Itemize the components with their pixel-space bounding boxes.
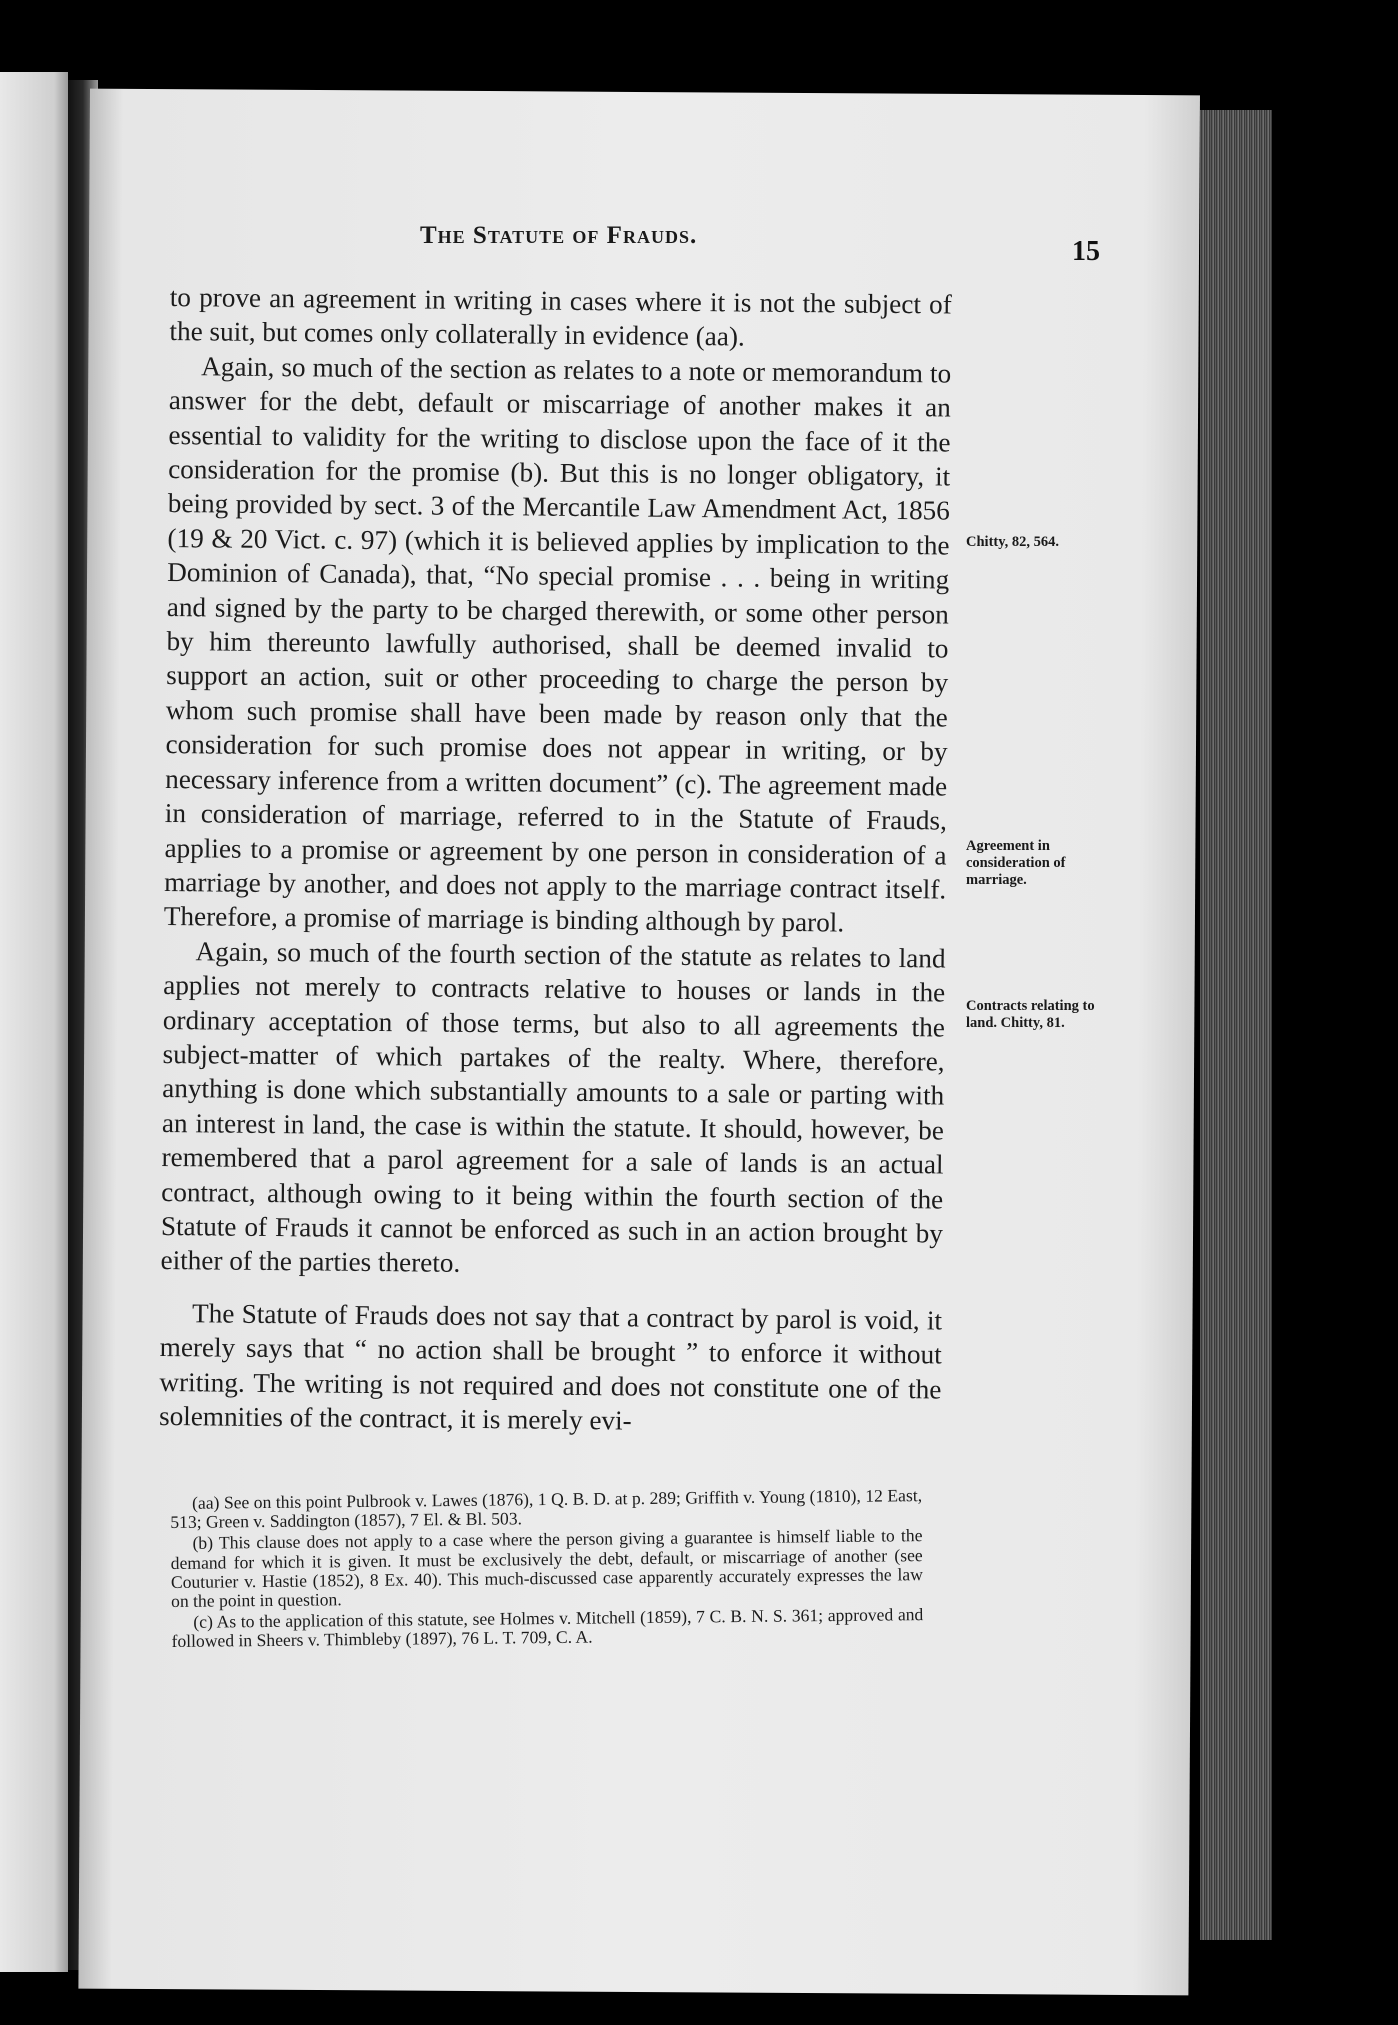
paragraph: to prove an agreement in writing in cases where it is not the subject of the suit, but comes only collaterally in evidence (aa). [169,281,952,352]
facing-page-edge [0,72,68,1972]
footnote-aa: (aa) See on this point Pulbrook v. Lawes (1876), 1 Q. B. D. at p. 289; Griffith v. Young (1810), 12 East, 513; Green v. Saddington (1857), 7 El. & Bl. 503. [170,1485,923,1533]
paragraph: Again, so much of the fourth section of the statute as relates to land applies not merely to contracts relative to houses or lands in the ordinary acceptation of those terms, but also to all agreements the subject-matter of which partakes of the realty. Where, therefore, anything is done which substantially amounts to a sale or parting with an interest in land, the case is within the statute. It should, however, be remembered that a parol agreement for a sale of lands is an actual contract, although owing to it being within the fourth section of the Statute of Frauds it cannot be enforced as such in an action brought by either of the parties thereto. [160,935,946,1279]
footnote-c: (c) As to the application of this statute, see Holmes v. Mitchell (1859), 7 C. B. N. S. 361; approved and followed in Sheers v. Thimbleby (1897), 76 L. T. 709, C. A. [171,1604,924,1652]
sidenote-contracts-land: Contracts relating to land. Chitty, 81. [966,998,1095,1031]
footnotes [170,1486,924,1653]
footnote-b: (b) This clause does not apply to a case where the person giving a guarantee is himself liable to the demand for which it is given. It must be exclusively the debt, default, or miscarriage of another (see Couturier v. Hastie (1852), 8 Ex. 40). This much-discussed case apparently accurately expresses the law on the point in question. [170,1525,923,1612]
body-text [159,280,952,1441]
running-head: The Statute of Frauds. [420,222,698,249]
paragraph: Again, so much of the section as relates to a note or memorandum to answer for the debt, default or miscarriage of another makes it an essential to validity for the writing to disclose upon the face of it the consideration for the promise (b). But this is no longer obligatory, it being provided by sect. 3 of the Mercantile Law Amendment Act, 1856 (19 & 20 Vict. c. 97) (which it is believed applies by implication to the Dominion of Canada), that, “No special promise . . . being in writing and signed by the party to be charged therewith, or some other person by him thereunto lawfully authorised, shall be deemed invalid to support an action, suit or other proceeding to charge the person by whom such promise shall have been made by reason only that the consideration for such promise does not appear in writing, or by necessary inference from a written document” (c). The agreement made in consideration of marriage, referred to in the Statute of Frauds, applies to a promise or agreement by one person in consideration of a marriage by another, and does not apply to the marriage contract itself. Therefore, a promise of marriage is binding although by parol. [163,351,952,938]
page-number: 15 [1072,236,1100,267]
sidenote-chitty-82: Chitty, 82, 564. [966,534,1060,550]
paragraph: The Statute of Frauds does not say that a contract by parol is void, it merely says that “ no action shall be brought ” to enforce it without writing. The writing is not required and does not constitute one of the solemnities of the contract, it is merely evi- [158,1298,943,1436]
sidenote-agreement-marriage: Agreement in consideration of marriage. [966,838,1066,888]
page-stack-edges [1200,110,1272,1940]
